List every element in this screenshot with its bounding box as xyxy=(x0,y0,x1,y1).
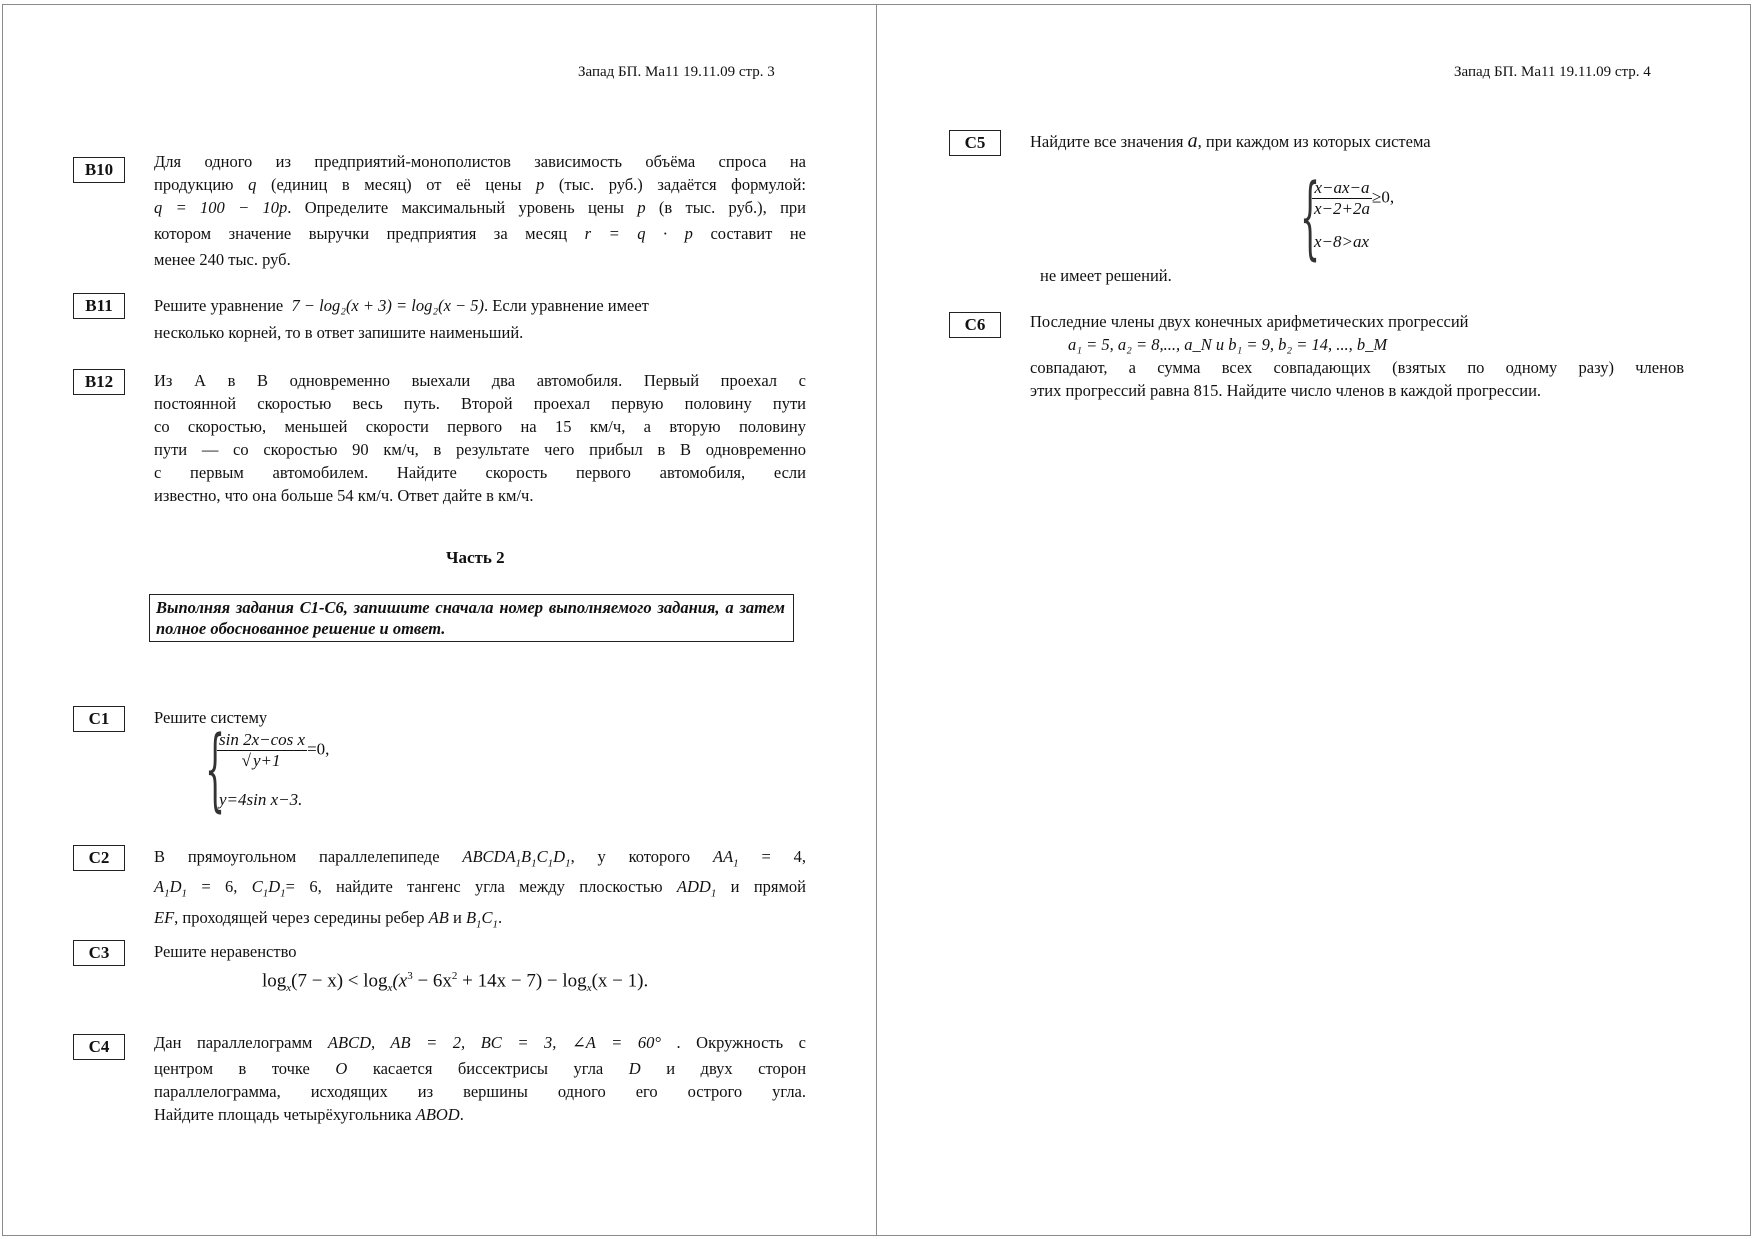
task-label-b11: B11 xyxy=(73,293,125,319)
c2-line-2: $A_1D_1 = 6$, $C_1D_1= 6$, найдите тангенс угла между плоскостью $ADD_1$ и прямой xyxy=(154,877,807,900)
b11-line-1: Решите уравнение 7 − log₂(x + 3) = log₂(x − 5). Если уравнение имеет xyxy=(154,296,649,315)
c4-line-2: центром в точке O касается биссектрисы угла D и двух сторон xyxy=(154,1059,807,1078)
task-c6-text xyxy=(1030,310,1684,402)
c1-brace: { xyxy=(205,717,226,822)
b12-line-6: известно, что она больше 54 км/ч. Ответ дайте в км/ч. xyxy=(154,486,534,505)
b12-line-2: постоянной скоростью весь путь. Второй проехал первую половину пути xyxy=(154,394,806,413)
b12-line-4: пути — со скоростью 90 км/ч, в результате чего прибыл в В одновременно xyxy=(154,440,806,459)
left-page-header: Запад БП. Ма11 19.11.09 стр. 3 xyxy=(578,64,775,80)
b12-line-1: Из А в В одновременно выехали два автомобиля. Первый проехал с xyxy=(154,371,806,390)
c1-eq1: $\frac{\text{sin 2x−cos x}}{√ y+1}$ =0, xyxy=(219,730,330,770)
c1-eq2: y=4sin x−3. xyxy=(219,790,303,809)
task-label-c1: C1 xyxy=(73,706,125,732)
c5-eq1: $\frac{x-ax-a}{x-2+2a}$ ≥0, xyxy=(1314,178,1395,218)
c6-line-3: совпадают, а сумма всех совпадающих (взятых по одному разу) членов xyxy=(1030,358,1684,377)
c5-outro: не имеет решений. xyxy=(1040,266,1172,285)
c6-line-2: a₁ = 5, a₂ = 8,..., a_N и b₁ = 9, b₂ = 14, ..., b_M xyxy=(1068,335,1388,354)
task-label-c6: C6 xyxy=(949,312,1001,338)
task-c2-text xyxy=(154,845,806,936)
task-label-c4: C4 xyxy=(73,1034,125,1060)
right-page-header: Запад БП. Ма11 19.11.09 стр. 4 xyxy=(1454,64,1651,80)
task-label-c5: C5 xyxy=(949,130,1001,156)
c4-line-3: параллелограмма, исходящих из вершины одного его острого угла. xyxy=(154,1082,806,1101)
task-b11-text xyxy=(154,294,806,344)
task-label-c3: C3 xyxy=(73,940,125,966)
task-b10-text xyxy=(154,150,806,271)
task-c4-text xyxy=(154,1031,806,1126)
c5-eq2: x−8>ax xyxy=(1314,232,1370,251)
c3-intro: Решите неравенство xyxy=(154,942,297,961)
b12-line-5: с первым автомобилем. Найдите скорость первого автомобиля, если xyxy=(154,463,806,482)
b10-line-5: менее 240 тыс. руб. xyxy=(154,250,291,269)
b11-line-2: несколько корней, то в ответ запишите наименьший. xyxy=(154,323,524,342)
c1-system xyxy=(205,717,405,822)
b10-line-4: котором значение выручки предприятия за месяц r = q · p составит не xyxy=(154,224,807,243)
c2-line-1: В прямоугольном параллелепипеде $ABCDA_1B_1C_1D_1$, у которого $AA_1 = 4$, xyxy=(154,847,806,870)
task-label-b10: B10 xyxy=(73,157,125,183)
c3-formula: $\log_x(7 - x) < \log_x(x^3 - 6x^2 + 14x - 7) - \log_x(x - 1)$. xyxy=(262,970,649,995)
task-b12-text xyxy=(154,369,806,507)
c2-line-3: EF, проходящей через середины ребер AB и $B_1C_1$. xyxy=(154,907,503,930)
part2-notice: Выполняя задания С1-С6, запишите сначала номер выполняемого задания, а затем полное обоснованное решение и ответ. xyxy=(149,594,794,642)
c5-system xyxy=(1300,165,1460,270)
c6-line-1: Последние члены двух конечных арифметических прогрессий xyxy=(1030,312,1469,331)
b10-line-1: Для одного из предприятий-монополистов зависимость объёма спроса на xyxy=(154,152,806,171)
c5-brace: { xyxy=(1300,165,1321,270)
b10-line-3: q = 100 − 10p. Определите максимальный уровень цены p (в тыс. руб.), при xyxy=(154,198,806,217)
c6-line-4: этих прогрессий равна 815. Найдите число членов в каждой прогрессии. xyxy=(1030,381,1542,400)
c4-line-1: Дан параллелограмм ABCD, AB = 2, BC = 3, ∠A = 60° . Окружность с xyxy=(154,1033,807,1052)
b10-line-2: продукцию q (единиц в месяц) от её цены p (тыс. руб.) задаётся формулой: xyxy=(154,175,806,194)
part2-title: Часть 2 xyxy=(446,548,505,567)
c1-intro: Решите систему xyxy=(154,708,268,727)
b12-line-3: со скоростью, меньшей скорости первого на 15 км/ч, а вторую половину xyxy=(154,417,806,436)
task-label-b12: B12 xyxy=(73,369,125,395)
c5-intro: Найдите все значения a, при каждом из которых система xyxy=(1030,130,1431,152)
task-label-c2: C2 xyxy=(73,845,125,871)
c4-line-4: Найдите площадь четырёхугольника ABOD. xyxy=(154,1105,464,1124)
